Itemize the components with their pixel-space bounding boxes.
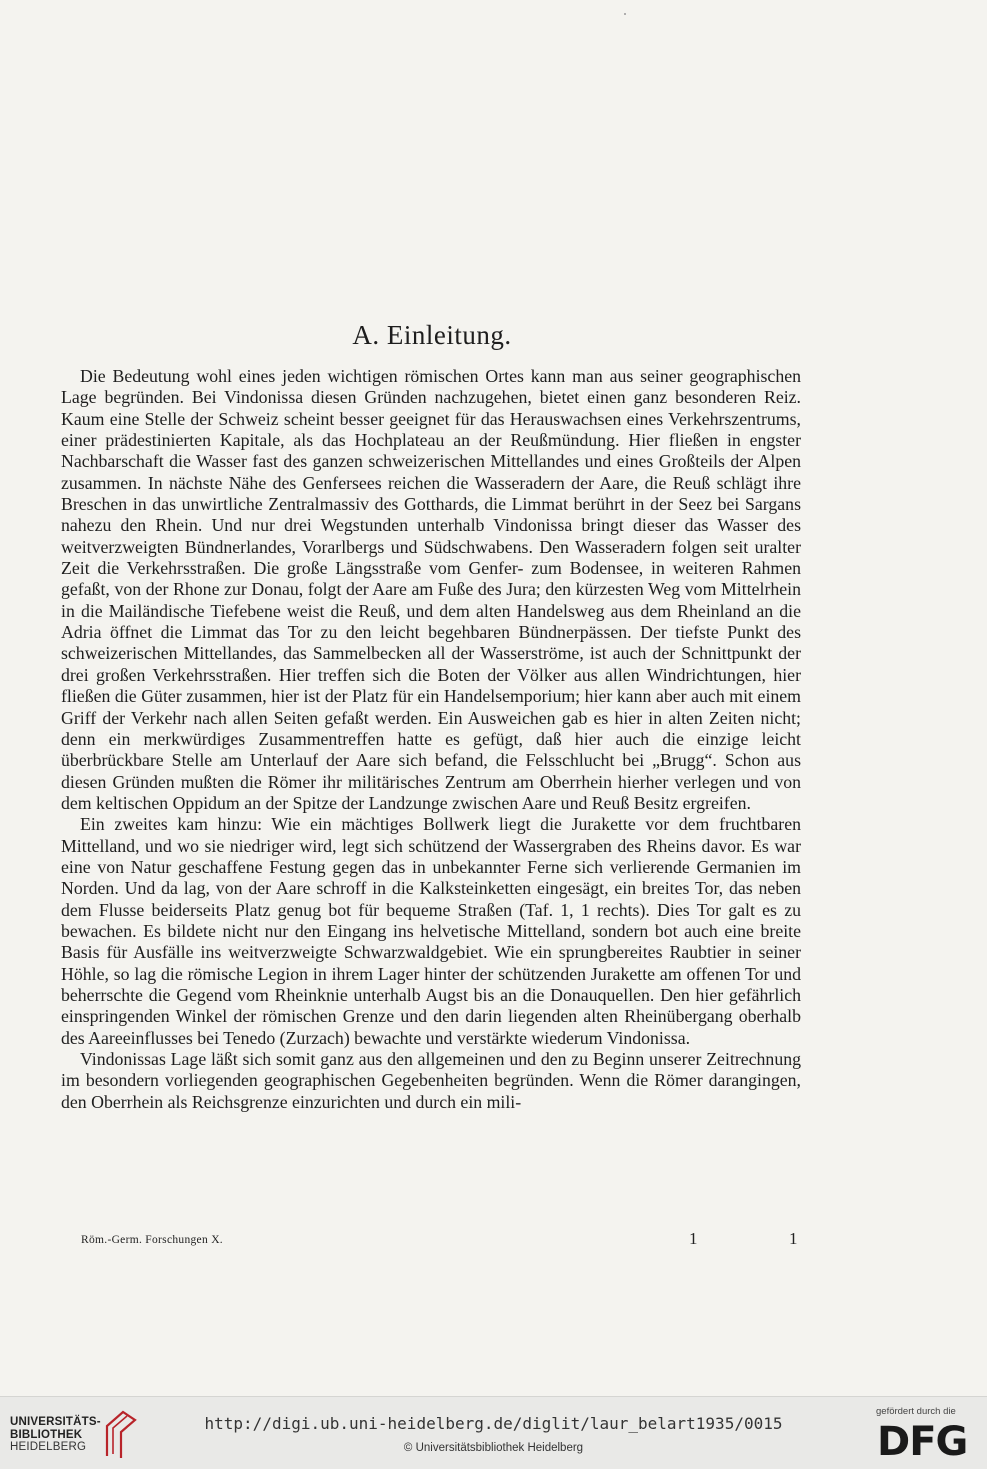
signature-mark: 1 (689, 1229, 698, 1248)
page-heading: A. Einleitung. (352, 320, 512, 350)
speck (624, 13, 626, 15)
page-number: 1 (789, 1229, 798, 1248)
library-line: HEIDELBERG (10, 1441, 87, 1453)
series-footer: Röm.-Germ. Forschungen X. (81, 1234, 223, 1246)
paragraph: Vindonissas Lage läßt sich somit ganz aus den allgemeinen und den zu Beginn unserer Zeitrechnung im besondern vorliegenden geographischen Gegebenheiten begründen. Wenn die Römer darangingen, den Oberrhein als Reichsgrenze einzurichten und durch ein mili- (61, 1049, 801, 1112)
paragraph: Die Bedeutung wohl eines jeden wichtigen römischen Ortes kann man aus seiner geographischen Lage begründen. Bei Vindonissa diesen Gründen nachzugehen, bietet einen ganz besonderen Reiz. Kaum eine Stelle der Schweiz scheint besser geeignet für das Herauswachsen eines Verkehrszentrums, einer prädestinierten Kapitale, als das Hochplateau an der Reußmündung. Hier fließen in engster Nachbarschaft die Wasser fast des ganzen schweizerischen Mittellandes und eines Großteils der Alpen zusammen. In nächste Nähe des Genfersees reichen die Wasseradern der Aare, die Reuß schlägt ihre Breschen in das unwirtliche Zentralmassiv des Gotthards, die Limmat berührt in der Seez bei Sargans nahezu den Rhein. Und nur drei Wegstunden unterhalb Vindonissa bringt dieser das Wasser des weitverzweigten Bündnerlandes, Vorarlbergs und Südschwabens. Den Wasseradern folgen seit uralter Zeit die Verkehrsstraßen. Die große Längsstraße vom Genfer- zum Bodensee, in weiteren Rahmen gefaßt, von der Rhone zur Donau, folgt der Aare am Fuße des Jura; den kürzesten Weg vom Mittelrhein in die Mailändische Tiefebene weist die Reuß, und dem alten Handelsweg aus dem Rheinland an die Adria öffnet die Limmat das Tor zu den leicht begehbaren Bündnerpässen. Der tiefste Punkt des schweizerischen Mittellandes, das Sammelbecken all der Wasserströme, ist auch der Schnittpunkt der drei großen Verkehrsstraßen. Hier treffen sich die Boten der Völker aus allen Windrichtungen, hier fließen die Güter zusammen, hier ist der Platz für ein Handelsemporium; hier kann aber auch mit einem Griff der Verkehr nach allen Seiten gefaßt werden. Ein Ausweichen gab es hier in alten Zeiten nicht; denn ein merkwürdiges Zusammentreffen hatte es gefügt, daß hier auch die einzige leicht überbrückbare Stelle am Unterlauf der Aare sich befand, die Felsschlucht bei „Brugg“. Schon aus diesen Gründen mußten die Römer ihr militärisches Zentrum am Oberrhein hierher verlegen und von dem keltischen Oppidum an der Spitze der Landzunge zwischen Aare und Reuß Besitz ergreifen. (61, 366, 801, 813)
funding-note: gefördert durch die (876, 1406, 956, 1417)
body-text (61, 366, 801, 1113)
viewer-footer-bar (0, 1396, 987, 1469)
paragraph: Ein zweites kam hinzu: Wie ein mächtiges Bollwerk liegt die Jurakette vor dem fruchtbaren Mittelland, und wo sie niedriger wird, legt sich schützend der Wassergraben des Rheins davor. Es war eine von Natur geschaffene Festung gegen das in unbekannter Ferne sich verlierende Germanien im Norden. Und da lag, von der Aare schroff in die Kalksteinketten eingesägt, ein breites Tor, das neben dem Flusse beiderseits Platz genug bot für bequeme Straßen (Taf. 1, 1 rechts). Dies Tor galt es zu bewachen. Es bildete nicht nur den Eingang ins helvetische Mittelland, sondern bot auch eine breite Basis für Ausfälle ins weitverzweigte Schwarzwaldgebiet. Wie ein sprungbereites Raubtier in seiner Höhle, so lag die römische Legion in ihrem Lager hinter der schützenden Jurakette am offenen Tor und beherrschte die Gegend vom Rheinknie unterhalb Augst bis an die Donauquellen. Den hier gefährlich einspringenden Winkel der römischen Grenze und den darin liegenden alten Rheinübergang oberhalb des Aareeinflusses bei Tenedo (Zurzach) bewachte und verstärkte wiederum Vindonissa. (61, 814, 801, 1048)
dfg-logo[interactable]: DFG (877, 1419, 968, 1465)
permalink[interactable]: http://digi.ub.uni-heidelberg.de/diglit/laur_belart1935/0015 (204, 1414, 783, 1433)
library-line: BIBLIOTHEK (10, 1428, 83, 1441)
copyright-text: © Universitätsbibliothek Heidelberg (403, 1442, 584, 1454)
library-line: UNIVERSITÄTS- (10, 1416, 101, 1428)
